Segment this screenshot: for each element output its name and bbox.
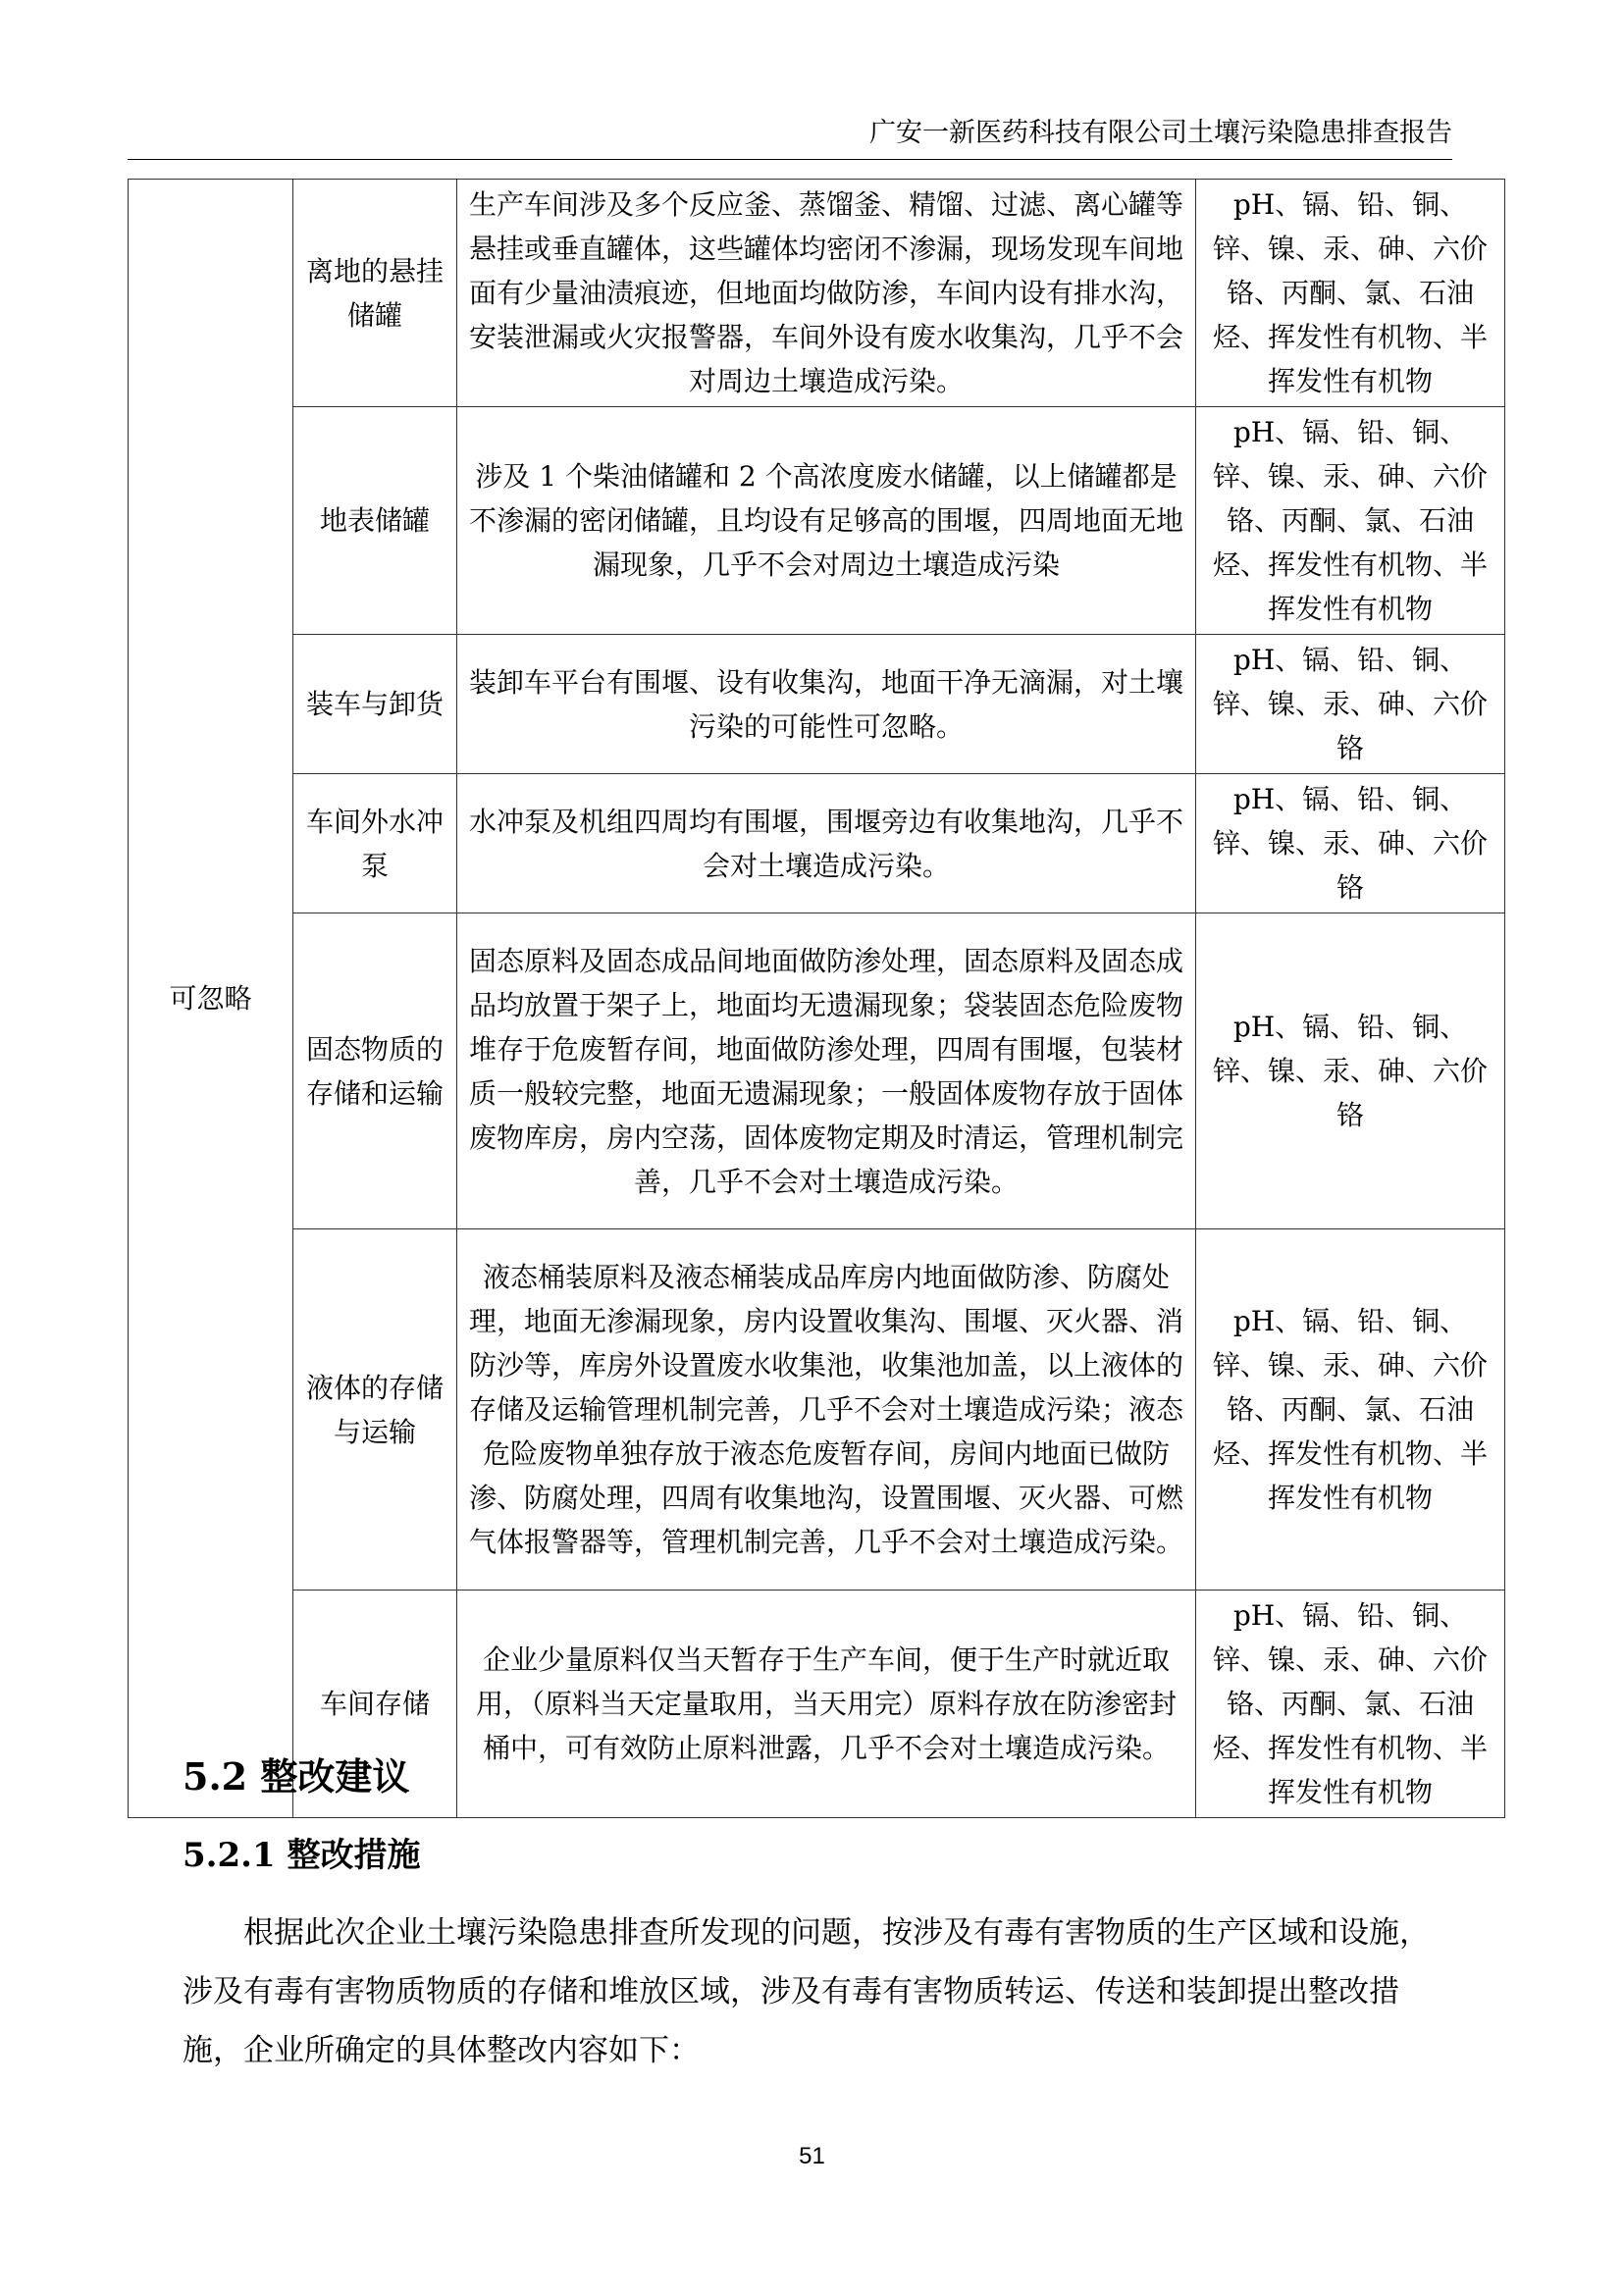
description-cell: 生产车间涉及多个反应釜、蒸馏釜、精馏、过滤、离心罐等悬挂或垂直罐体，这些罐体均密闭不渗漏，现场发现车间地面有少量油渍痕迹，但地面均做防渗，车间内设有排水沟，安装泄漏或火灾报警器，车间外设有废水收集沟，几乎不会对周边土壤造成污染。 [457,180,1196,407]
body-paragraph: 根据此次企业土壤污染隐患排查所发现的问题，按涉及有毒有害物质的生产区域和设施，涉及有毒有害物质物质的存储和堆放区域，涉及有毒有害物质转运、传送和装卸提出整改措施，企业所确定的具体整改内容如下： [183,1915,1430,2068]
facility-cell: 液体的存储与运输 [293,1229,457,1591]
description-cell: 涉及 1 个柴油储罐和 2 个高浓度废水储罐，以上储罐都是不渗漏的密闭储罐，且均设有足够高的围堰，四周地面无地漏现象，几乎不会对周边土壤造成污染 [457,407,1196,635]
risk-table [128,179,1505,1818]
table-row [129,407,1505,635]
table-row [129,774,1505,913]
page-number: 51 [799,2143,825,2169]
description-cell: 装卸车平台有围堰、设有收集沟，地面干净无滴漏，对土壤污染的可能性可忽略。 [457,635,1196,774]
subsection-heading: 5.2.1 整改措施 [183,1836,421,1875]
section-heading: 5.2 整改建议 [183,1754,410,1799]
category-cell: 可忽略 [129,180,293,1818]
description-cell: 液态桶装原料及液态桶装成品库房内地面做防渗、防腐处理，地面无渗漏现象，房内设置收集沟、围堰、灭火器、消防沙等，库房外设置废水收集池，收集池加盖，以上液体的存储及运输管理机制完善，几乎不会对土壤造成污染；液态危险废物单独存放于液态危废暂存间，房间内地面已做防渗、防腐处理，四周有收集地沟，设置围堰、灭火器、可燃气体报警器等，管理机制完善，几乎不会对土壤造成污染。 [457,1229,1196,1591]
facility-cell: 车间存储 [293,1591,457,1818]
pollutants-cell: pH、镉、铅、铜、锌、镍、汞、砷、六价铬 [1196,913,1505,1229]
table-row [129,180,1505,407]
pollutants-cell: pH、镉、铅、铜、锌、镍、汞、砷、六价铬 [1196,774,1505,913]
table-row [129,635,1505,774]
page-header: 广安一新医药科技有限公司土壤污染隐患排查报告 [128,116,1452,160]
table-row [129,1229,1505,1591]
pollutants-cell: pH、镉、铅、铜、锌、镍、汞、砷、六价铬 [1196,635,1505,774]
table-row [129,913,1505,1229]
pollutants-cell: pH、镉、铅、铜、锌、镍、汞、砷、六价铬、丙酮、氯、石油烃、挥发性有机物、半挥发性有机物 [1196,1591,1505,1818]
facility-cell: 固态物质的存储和运输 [293,913,457,1229]
facility-cell: 车间外水冲泵 [293,774,457,913]
description-cell: 企业少量原料仅当天暂存于生产车间，便于生产时就近取用，（原料当天定量取用，当天用完）原料存放在防渗密封桶中，可有效防止原料泄露，几乎不会对土壤造成污染。 [457,1591,1196,1818]
description-cell: 水冲泵及机组四周均有围堰，围堰旁边有收集地沟，几乎不会对土壤造成污染。 [457,774,1196,913]
facility-cell: 离地的悬挂储罐 [293,180,457,407]
facility-cell: 地表储罐 [293,407,457,635]
pollutants-cell: pH、镉、铅、铜、锌、镍、汞、砷、六价铬、丙酮、氯、石油烃、挥发性有机物、半挥发性有机物 [1196,407,1505,635]
description-cell: 固态原料及固态成品间地面做防渗处理，固态原料及固态成品均放置于架子上，地面均无遗漏现象；袋装固态危险废物堆存于危废暂存间，地面做防渗处理，四周有围堰，包装材质一般较完整，地面无遗漏现象；一般固体废物存放于固体废物库房，房内空荡，固体废物定期及时清运，管理机制完善，几乎不会对土壤造成污染。 [457,913,1196,1229]
pollutants-cell: pH、镉、铅、铜、锌、镍、汞、砷、六价铬、丙酮、氯、石油烃、挥发性有机物、半挥发性有机物 [1196,180,1505,407]
pollutants-cell: pH、镉、铅、铜、锌、镍、汞、砷、六价铬、丙酮、氯、石油烃、挥发性有机物、半挥发性有机物 [1196,1229,1505,1591]
facility-cell: 装车与卸货 [293,635,457,774]
